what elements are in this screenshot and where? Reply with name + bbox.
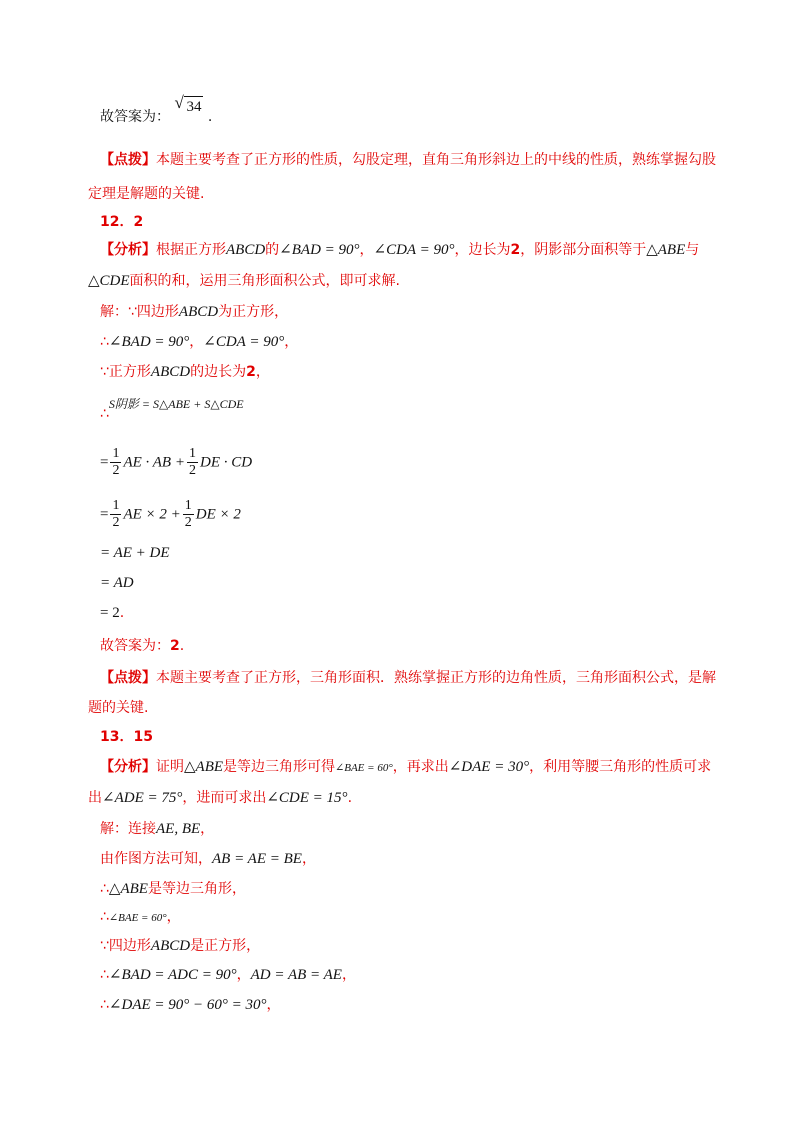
remark-tag: 【点拨】 xyxy=(100,152,156,168)
answer-value: 2 xyxy=(170,638,180,654)
solution-12-line-3 xyxy=(100,362,270,382)
text: 是等边三角形， xyxy=(147,881,246,897)
math: ∠CDE = 15° xyxy=(266,790,348,806)
remark-text: 本题主要考查了正方形，三角形面积．熟练掌握正方形的边角性质，三角形面积公式，是解 xyxy=(156,670,716,686)
numerator: 1 xyxy=(184,498,192,513)
sqrt-expression xyxy=(174,93,203,117)
math: ABCD xyxy=(150,938,191,954)
solution-13-line-1 xyxy=(100,819,214,839)
remark-text-cont: 定理是解题的关键. xyxy=(88,186,205,202)
math: ∠BAD = 90° xyxy=(279,242,360,258)
math: ∠DAE = 90° − 60° = 30° xyxy=(108,997,267,1013)
question-13-number: 13．15 xyxy=(100,729,153,745)
solution-13-line-3 xyxy=(100,879,246,899)
answer-period: . xyxy=(179,638,185,654)
term: = AD xyxy=(100,575,134,591)
text: ， xyxy=(284,334,299,350)
text: ， xyxy=(236,967,251,983)
text: ，进而可求出 xyxy=(182,790,267,806)
remark-text-cont: 题的关键. xyxy=(88,700,149,716)
numerator: 1 xyxy=(112,446,120,461)
text: ，边长为 xyxy=(454,242,511,258)
term: DE · CD xyxy=(199,454,253,471)
denominator: 2 xyxy=(112,463,120,478)
term: AE × 2 + xyxy=(123,506,181,523)
math: ∠BAD = 90° xyxy=(108,334,190,350)
numerator: 1 xyxy=(188,446,196,461)
remark-text: 本题主要考查了正方形的性质，勾股定理，直角三角形斜边上的中线的性质，熟练掌握勾股 xyxy=(156,152,716,168)
fraction xyxy=(187,446,198,479)
math: ∠CDA = 90° xyxy=(373,242,455,258)
answer-line-11 xyxy=(100,93,213,127)
math: ∠DAE = 30° xyxy=(448,759,530,775)
math: △ABE xyxy=(646,242,686,258)
remark-line-2b xyxy=(88,698,148,718)
analysis-tag: 【分析】 xyxy=(100,759,156,775)
term: DE × 2 xyxy=(195,506,241,523)
solution-12-line-1 xyxy=(100,302,288,322)
math: AE, BE xyxy=(156,821,201,837)
radical-sign: √ xyxy=(174,93,184,112)
therefore: ∴ xyxy=(100,406,109,422)
solution-12-line-4 xyxy=(100,394,244,422)
text: 解：∵四边形 xyxy=(100,304,179,320)
text: ， xyxy=(341,967,356,983)
analysis-12-line-a xyxy=(100,240,699,260)
text: . xyxy=(347,790,353,806)
analysis-12-line-b xyxy=(88,271,400,291)
text: 的边长为 xyxy=(190,364,247,380)
denominator: 2 xyxy=(112,515,120,530)
math: ABCD xyxy=(226,242,266,258)
fraction xyxy=(183,498,194,531)
answer-period: . xyxy=(207,109,213,125)
equation-1 xyxy=(100,446,252,479)
solution-13-line-6 xyxy=(100,965,356,985)
remark-line-1b xyxy=(88,184,204,204)
text: 与 xyxy=(685,242,700,258)
therefore: ∴ xyxy=(100,997,109,1013)
answer-label: 故答案为： xyxy=(100,638,170,654)
equals: = xyxy=(100,506,109,523)
analysis-13-line-a xyxy=(100,757,711,778)
remark-line-1a xyxy=(100,150,716,170)
text: 的 xyxy=(265,242,280,258)
radicand: 34 xyxy=(184,96,203,117)
answer-label: 故答案为： xyxy=(100,109,170,125)
question-12-header xyxy=(100,212,143,232)
math: △ABE xyxy=(108,881,148,897)
numerator: 1 xyxy=(112,498,120,513)
equals: = xyxy=(100,454,109,471)
number: 2 xyxy=(246,364,256,380)
period: . xyxy=(119,605,125,621)
math: △ABE xyxy=(184,759,224,775)
number: 2 xyxy=(510,242,521,258)
text: 为正方形， xyxy=(218,304,289,320)
question-13-header xyxy=(100,727,153,747)
fraction xyxy=(110,446,121,479)
text: ， xyxy=(166,909,181,925)
math: ABCD xyxy=(178,304,219,320)
therefore: ∴ xyxy=(100,334,109,350)
therefore: ∴ xyxy=(100,967,109,983)
analysis-13-line-b xyxy=(88,788,352,808)
text: ，再求出 xyxy=(392,759,449,775)
text: 由作图方法可知， xyxy=(100,851,212,867)
text: 是等边三角形可得 xyxy=(223,759,336,775)
denominator: 2 xyxy=(188,463,196,478)
analysis-tag: 【分析】 xyxy=(100,242,156,258)
solution-13-line-7 xyxy=(100,995,281,1015)
therefore: ∴ xyxy=(100,881,109,897)
term: AE · AB + xyxy=(123,454,185,471)
remark-tag: 【点拨】 xyxy=(100,670,156,686)
math: ABCD xyxy=(150,364,191,380)
text: 解：连接 xyxy=(100,821,156,837)
therefore: ∴ xyxy=(100,909,109,925)
math: ∠ADE = 75° xyxy=(102,790,183,806)
solution-13-line-4 xyxy=(100,907,181,928)
question-12-number: 12．2 xyxy=(100,214,144,230)
denominator: 2 xyxy=(184,515,192,530)
text: ，利用等腰三角形的性质可求 xyxy=(529,759,712,775)
fraction xyxy=(110,498,121,531)
math: AB = AE = BE xyxy=(212,851,302,867)
equation-3 xyxy=(100,543,170,563)
math: ∠BAE = 60° xyxy=(108,912,167,924)
term: = 2 xyxy=(100,605,120,621)
math: ∠BAE = 60° xyxy=(335,762,393,774)
math: ∠CDA = 90° xyxy=(203,334,285,350)
answer-line-12 xyxy=(100,636,184,656)
text: 出 xyxy=(88,790,102,806)
term: = AE + DE xyxy=(100,545,170,561)
solution-13-line-2 xyxy=(100,849,316,869)
solution-12-line-2 xyxy=(100,332,298,352)
text: ， xyxy=(189,334,204,350)
text: ， xyxy=(301,851,316,867)
solution-13-line-5 xyxy=(100,936,260,956)
text: 根据正方形 xyxy=(156,242,226,258)
because: ∵四边形 xyxy=(100,938,151,954)
math: ∠BAD = ADC = 90° xyxy=(108,967,237,983)
text: 证明 xyxy=(156,759,184,775)
equation-4 xyxy=(100,573,134,593)
equation-2 xyxy=(100,498,241,531)
math: △CDE xyxy=(88,273,130,289)
text: 面积的和，运用三角形面积公式，即可求解. xyxy=(129,273,400,289)
because: ∵正方形 xyxy=(100,364,151,380)
text: ， xyxy=(200,821,215,837)
text: 是正方形， xyxy=(190,938,261,954)
text: ， xyxy=(266,997,281,1013)
remark-line-2a xyxy=(100,668,716,688)
text: ， xyxy=(255,364,270,380)
text: ， xyxy=(359,242,374,258)
math: AD = AB = AE xyxy=(250,967,342,983)
text: ，阴影部分面积等于 xyxy=(520,242,647,258)
equation-5 xyxy=(100,603,124,623)
math: S阴影 = S△ABE + S△CDE xyxy=(108,397,244,411)
